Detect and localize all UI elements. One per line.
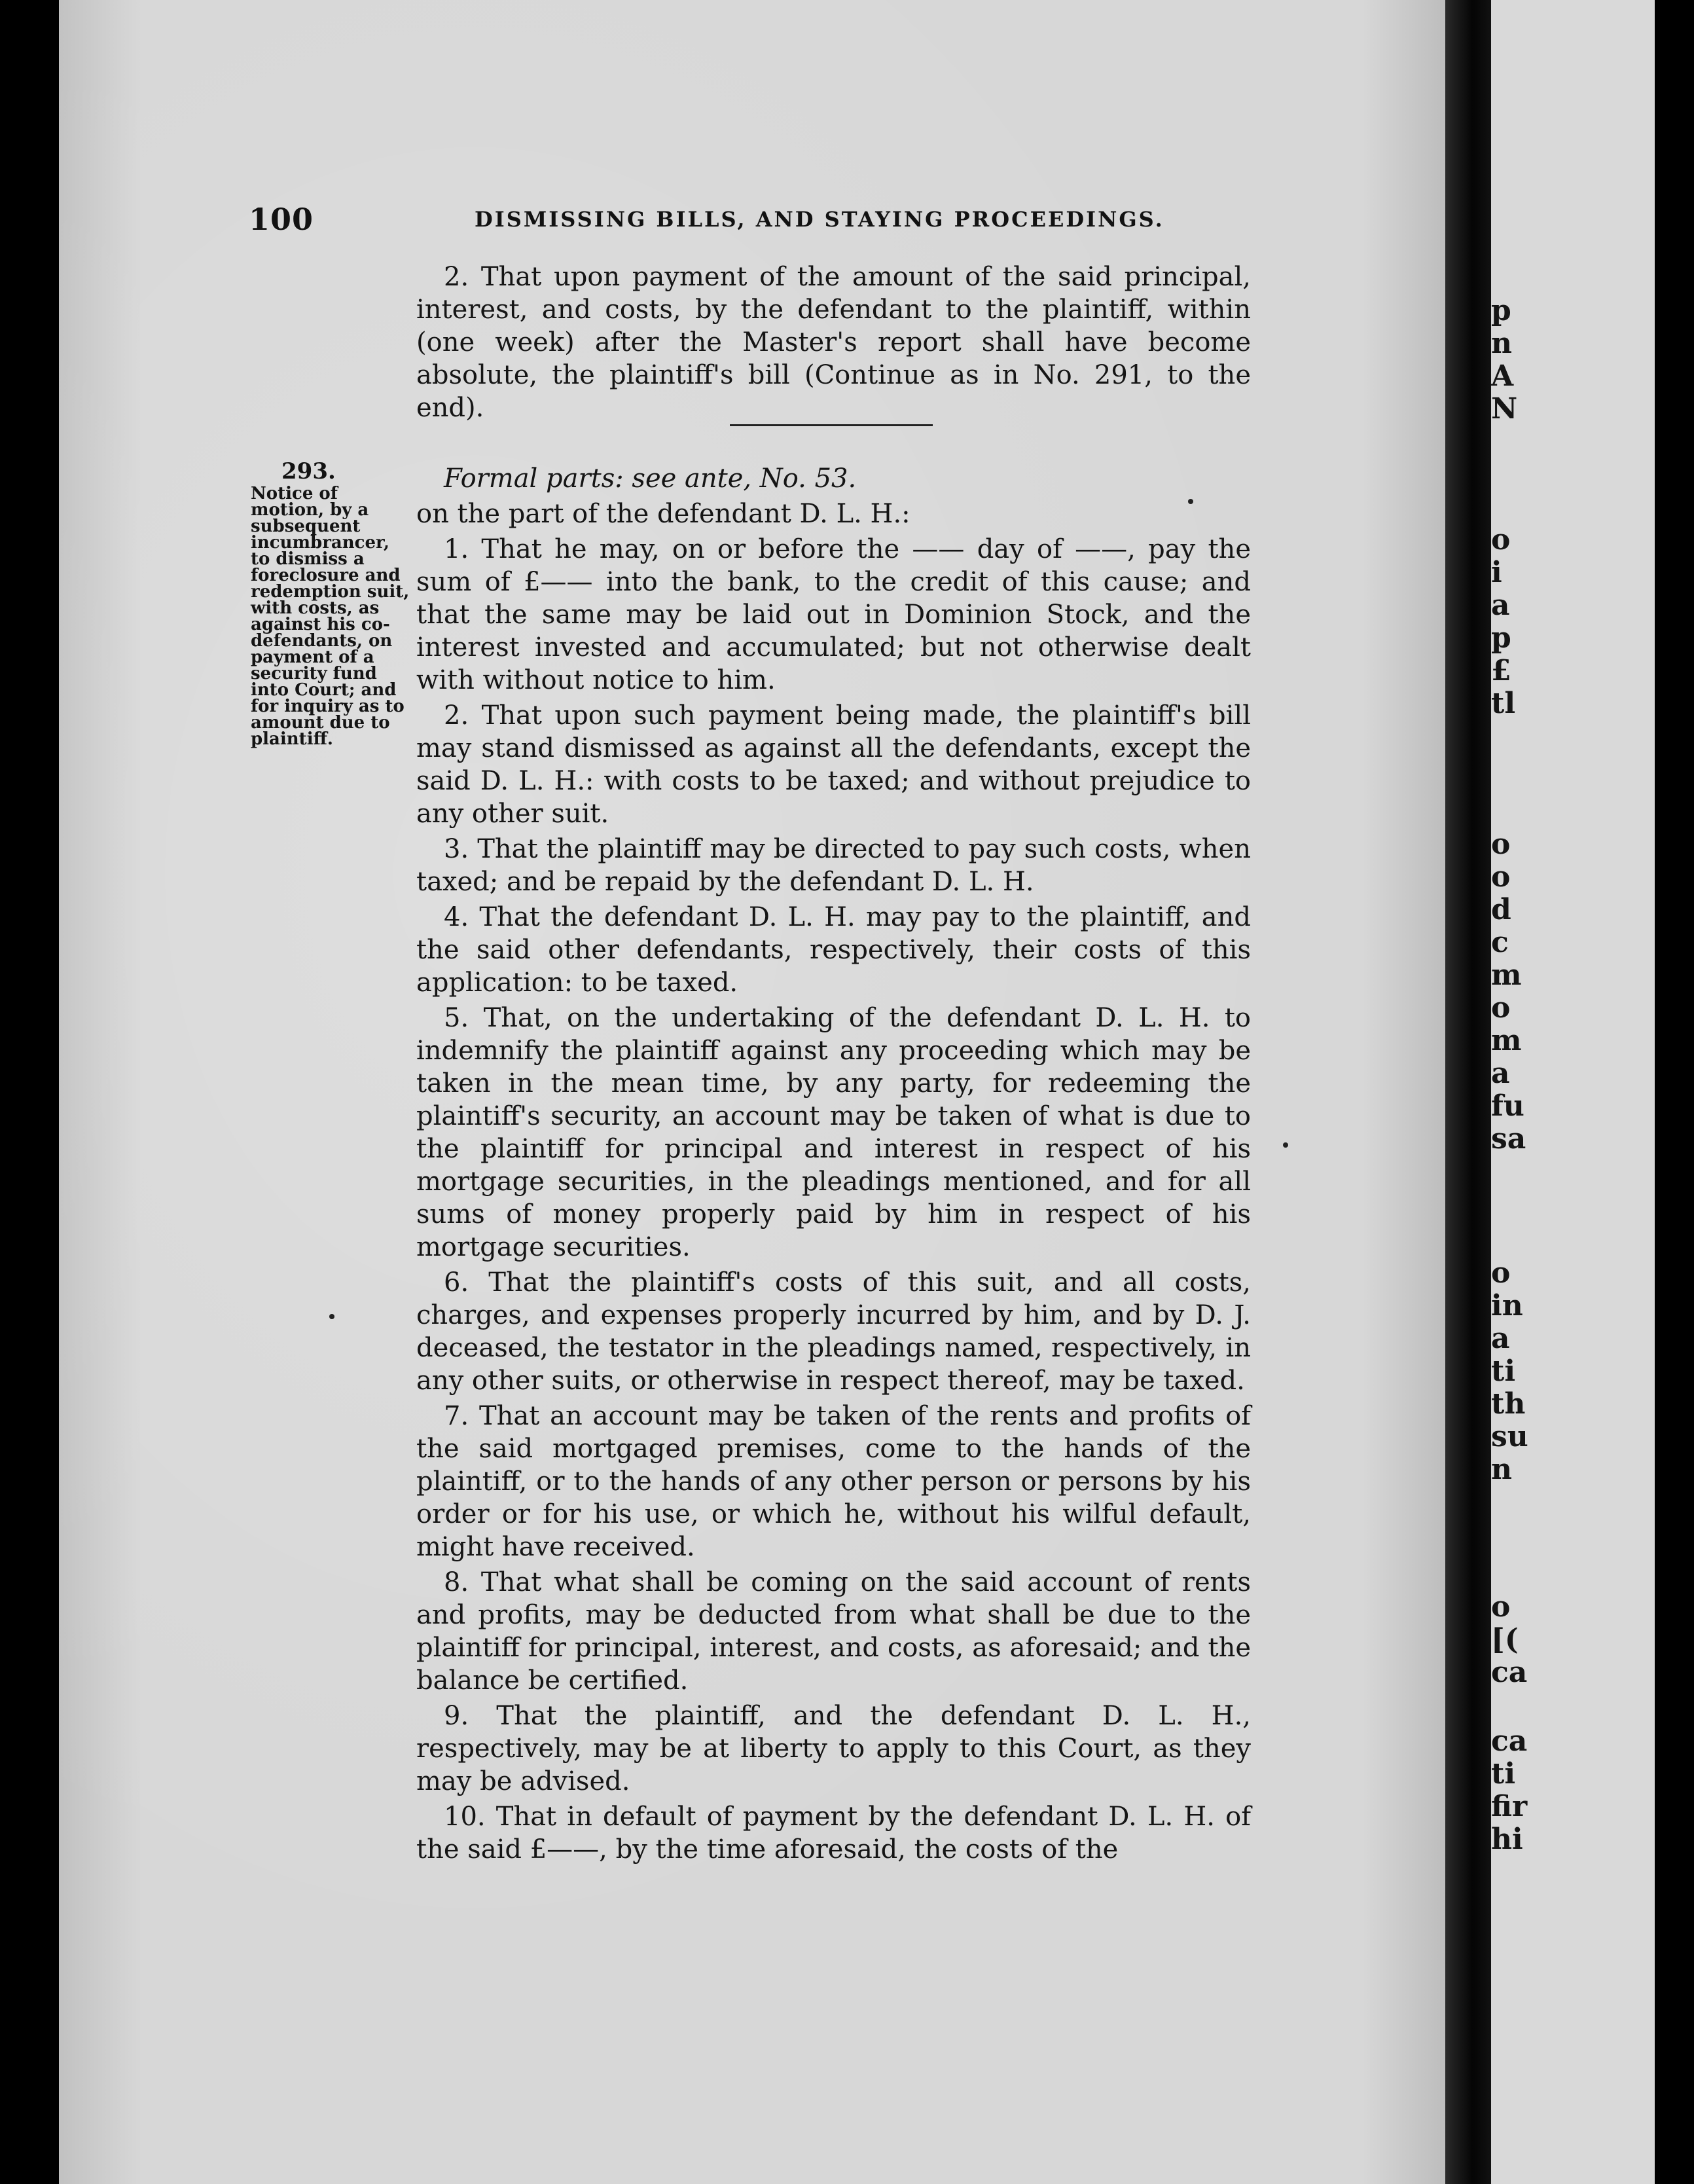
print-speck (1188, 499, 1193, 504)
next-page-text: ca (1491, 1656, 1528, 1689)
next-page-text: a (1491, 1322, 1510, 1355)
next-page-text: in (1491, 1289, 1523, 1322)
next-page-text: p (1491, 621, 1511, 655)
next-page-text: a (1491, 1057, 1510, 1090)
next-page-text: fu (1491, 1089, 1524, 1123)
section-divider-rule (730, 424, 933, 426)
next-page-text: o (1491, 523, 1511, 556)
next-page-text: fir (1491, 1790, 1528, 1823)
paragraph-293-7: 7. That an account may be taken of the rents and profits of the said mortgaged premises, come to the hands of the plaintiff, or to the hands of any other person or persons by his order or for his use, or which he, without his wilful default, might have received. (416, 1401, 1251, 1562)
section-292-tail (416, 261, 1251, 427)
next-page-text: [( (1491, 1623, 1519, 1656)
formal-parts-line: Formal parts: see ante, No. 53. (444, 464, 857, 494)
next-page-text: i (1491, 556, 1502, 589)
paragraph-293-4: 4. That the defendant D. L. H. may pay to the plaintiff, and the said other defendants, respectively, their costs of this application: to be taxed. (416, 902, 1251, 998)
next-page-text: N (1491, 392, 1518, 426)
next-page-text: th (1491, 1387, 1526, 1421)
paragraph-293-2: 2. That upon such payment being made, the plaintiff's bill may stand dismissed as against all the defendants, except the said D. L. H.: with costs to be taxed; and without prejudice to any other suit. (416, 701, 1251, 829)
print-speck (329, 1314, 334, 1319)
next-page-text: m (1491, 1024, 1522, 1057)
page-number: 100 (249, 202, 314, 237)
paragraph-293-10: 10. That in default of payment by the defendant D. L. H. of the said £——, by the time aforesaid, the costs of the (416, 1802, 1251, 1865)
next-page-text: hi (1491, 1823, 1523, 1856)
next-page-text: ti (1491, 1757, 1516, 1791)
page-header (249, 202, 1257, 241)
next-page-text: ti (1491, 1355, 1516, 1388)
next-page-text: su (1491, 1420, 1528, 1453)
next-page-text: o (1491, 828, 1511, 861)
paragraph-293-1: 1. That he may, on or before the —— day of ——, pay the sum of £—— into the bank, to the credit of this cause; and that the same may be laid out in Dominion Stock, and the interest invested and accumulated; but not otherwise dealt with without notice to him. (416, 534, 1251, 695)
next-page-text: m (1491, 958, 1522, 992)
next-page-text: n (1491, 1453, 1512, 1486)
paragraph-293-5: 5. That, on the undertaking of the defendant D. L. H. to indemnify the plaintiff against any proceeding which may be taken in the mean time, by any party, for redeeming the plaintiff's security, an account may be taken of what is due to the plaintiff for principal and interest in respect of his mortgage securities, in the pleadings mentioned, and for all sums of money properly paid by him in respect of his mortgage securities. (416, 1003, 1251, 1262)
next-page-text: o (1491, 860, 1511, 894)
next-page-text: sa (1491, 1122, 1526, 1156)
next-page-text: A (1491, 359, 1514, 393)
next-page-text: £ (1491, 654, 1511, 687)
next-page-text: tl (1491, 687, 1516, 720)
paragraph-292-2: 2. That upon payment of the amount of the said principal, interest, and costs, by the defendant to the plaintiff, within (one week) after the Master's report shall have become absolute, the plaintiff's bill (Continue as in No. 291, to the end). (416, 262, 1251, 423)
next-page-text: p (1491, 294, 1511, 327)
binding-gutter (1445, 0, 1491, 2184)
next-page-text: o (1491, 1590, 1511, 1624)
marginal-sidenote: Notice of motion, by a subsequent incumbrancer, to dismiss a foreclosure and redemption suit, with costs, as against his co-defendants, on payment of a security fund into Court; and for inquiry as to amount due to plaintiff. (251, 484, 410, 749)
paragraph-293-3: 3. That the plaintiff may be directed to pay such costs, when taxed; and be repaid by the defendant D. L. H. (416, 834, 1251, 897)
paragraph-293-9: 9. That the plaintiff, and the defendant D. L. H., respectively, may be at liberty to apply to this Court, as they may be advised. (416, 1701, 1251, 1796)
next-page-text: o (1491, 991, 1511, 1025)
next-page-text: ca (1491, 1724, 1528, 1758)
next-page-text: n (1491, 327, 1512, 360)
scan-edge (1655, 0, 1694, 2184)
next-page-text: d (1491, 893, 1511, 926)
next-page-text: c (1491, 926, 1509, 959)
intro-line: on the part of the defendant D. L. H.: (416, 499, 910, 529)
next-page-text: o (1491, 1256, 1511, 1290)
running-head: DISMISSING BILLS, AND STAYING PROCEEDINGS. (475, 207, 1164, 232)
section-number-293: 293. (281, 458, 336, 484)
next-page-text: a (1491, 589, 1510, 622)
section-293-body (416, 462, 1251, 1868)
facing-page-fragment (1491, 0, 1694, 2184)
paragraph-293-6: 6. That the plaintiff's costs of this suit, and all costs, charges, and expenses properly incurred by him, and by D. J. deceased, the testator in the pleadings named, respectively, in any other suits, or otherwise in respect thereof, may be taxed. (416, 1267, 1251, 1396)
print-speck (1283, 1142, 1288, 1148)
paragraph-293-8: 8. That what shall be coming on the said account of rents and profits, may be deducted from what shall be due to the plaintiff for principal, interest, and costs, as aforesaid; and the balance be certified. (416, 1567, 1251, 1696)
